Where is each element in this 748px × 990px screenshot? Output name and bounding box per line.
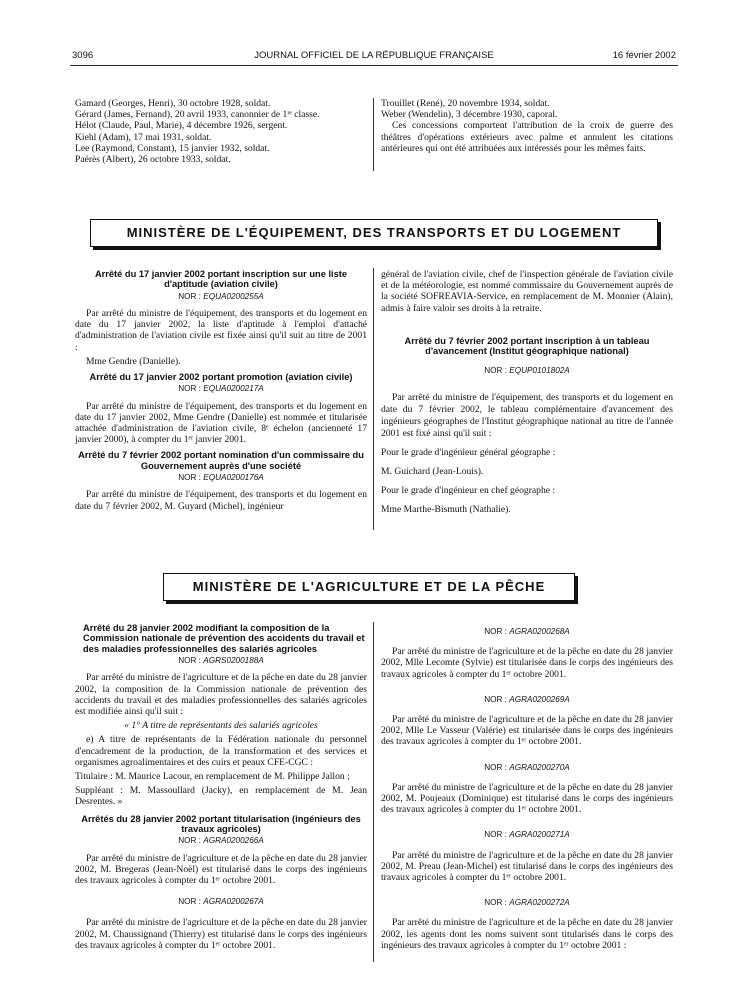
decree-title: Arrêté du 28 janvier 2002 modifiant la composition de la Commission nationale de prévention des accidents du travail et des maladies professionnelles des salariés agricoles [83, 623, 365, 654]
decree-title: Arrêté du 7 février 2002 portant nomination d'un commissaire du Gouvernement auprès d'une société [78, 450, 364, 471]
appointee-name: Mme Marthe-Bismuth (Nathalie). [381, 504, 511, 516]
paragraph: Ces concessions comportent l'attribution de la croix de guerre des théâtres d'opérations extérieurs avec palme et annulent les citations antérieures qui ont été attribuées aux intéressés pour les mêmes faits. [381, 120, 673, 154]
agriculture-right-column [381, 625, 673, 954]
nor-code: AGRA0200267A [203, 897, 264, 907]
grade-label: Pour le grade d'ingénieur en chef géographe : [381, 485, 556, 497]
nor-code: AGRA0200269A [509, 694, 570, 704]
paragraph: e) A titre de représentants de la Fédération nationale du personnel d'encadrement de la production, de la transformation et des services et organismes agroalimentaires et des cuirs et peaux CFE-CGC : [75, 734, 367, 768]
page-number: 3096 [72, 50, 94, 61]
nor-code: AGRA0200270A [509, 762, 570, 772]
paragraph: général de l'aviation civile, chef de l'inspection générale de l'aviation civile et de la météorologie, est nommé commissaire du Gouvernement auprès de la société SOFREAVIA-Service, en remplacement de M. Monnier (Alain), admis à faire valoir ses droits à la retraite. [381, 269, 673, 314]
list-item: Weber (Wendelin), 3 décembre 1930, caporal. [381, 109, 558, 121]
ministry-banner-equipement: MINISTÈRE DE L'ÉQUIPEMENT, DES TRANSPORTS ET DU LOGEMENT [90, 219, 658, 247]
paragraph: Par arrêté du ministre de l'agriculture et de la pêche en date du 28 janvier 2002, M. Preau (Jean-Michel) est titularisé dans le corps des ingénieurs des travaux agricoles à compter du 1ᵉʳ octobre 2001. [381, 849, 673, 884]
nor-reference [381, 762, 673, 773]
ministry-banner-agriculture: MINISTÈRE DE L'AGRICULTURE ET DE LA PÊCHE [163, 573, 575, 601]
nor-code: AGRA0200272A [509, 898, 570, 908]
nor-reference [75, 896, 367, 907]
nor-label: NOR : [484, 898, 507, 908]
agriculture-left-column [75, 623, 367, 954]
paragraph: Par arrêté du ministre de l'agriculture et de la pêche en date du 28 janvier 2002, la composition de la Commission nationale de prévention des accidents du travail et des maladies professionnelles des salariés agricoles est modifiée ainsi qu'il suit : [75, 672, 367, 718]
list-item: Gérard (James, Fernand), 20 avril 1933, canonnier de 1ʳᵉ classe. [75, 109, 320, 121]
nor-reference [381, 626, 673, 637]
decree-title: Arrêtés du 28 janvier 2002 portant titularisation (ingénieurs des travaux agricoles) [81, 813, 361, 835]
nor-code: EQUA0200176A [203, 473, 264, 483]
nor-reference [75, 472, 367, 483]
nor-label: NOR : [484, 762, 507, 772]
nor-code: EQUP0101802A [509, 365, 570, 375]
nor-label: NOR : [484, 627, 507, 636]
section-heading: « 1° A titre de représentants des salariés agricoles [124, 720, 318, 732]
issue-date: 16 février 2002 [612, 50, 676, 61]
nor-reference [75, 291, 367, 302]
paragraph: Par arrêté du ministre de l'agriculture et de la pêche en date du 28 janvier 2002, les agents dont les noms suivent sont titularisés dans le corps des ingénieurs des travaux agricoles à compter du 1ᵉʳ octobre 2001 : [381, 917, 673, 951]
list-item: Paérès (Albert), 26 octobre 1933, soldat. [75, 154, 231, 166]
nor-reference [75, 835, 367, 846]
paragraph: Par arrêté du ministre de l'équipement, des transports et du logement en date du 7 février 2002, le tableau complémentaire d'avancement des ingénieurs géographes de l'Institut géographique national au titre de l'année 2001 est fixé ainsi qu'il suit : [381, 391, 673, 440]
nor-label: NOR : [178, 656, 201, 666]
decree-title: Arrêté du 7 février 2002 portant inscription à un tableau d'avancement (Institut géographique national) [404, 335, 650, 357]
paragraph: Par arrêté du ministre de l'agriculture et de la pêche en date du 28 janvier 2002, M. Chaussignand (Thierry) est titularisé dans le corps des ingénieurs des travaux agricoles à compter du 1ᵉʳ octobre 2001. [75, 917, 367, 951]
appointee-name: M. Guichard (Jean-Louis). [381, 465, 484, 477]
paragraph: Mme Gendre (Danielle). [86, 355, 181, 367]
nor-label: NOR : [484, 365, 507, 375]
nor-label: NOR : [178, 836, 201, 846]
list-item: Kiehl (Adam), 17 mai 1931, soldat. [75, 131, 212, 143]
nor-reference [381, 694, 673, 705]
nor-code: AGRA0200268A [509, 627, 570, 636]
nor-reference [381, 829, 673, 840]
nor-code: AGRA0200271A [509, 830, 570, 840]
nor-label: NOR : [178, 291, 201, 301]
equipement-left-column [75, 269, 367, 515]
paragraph: Par arrêté du ministre de l'agriculture et de la pêche en date du 28 janvier 2002, Mlle Lecomte (Sylvie) est titularisée dans le corps des ingénieurs des travaux agricoles à compter du 1ᵉʳ octobre 2001. [381, 646, 673, 680]
paragraph: Par arrêté du ministre de l'agriculture et de la pêche en date du 28 janvier 2002, Mlle Le Vasseur (Valérie) est titularisée dans le corps des ingénieurs des travaux agricoles à compter du 1ᵉʳ octobre 2001. [381, 714, 673, 748]
nor-reference [75, 655, 367, 666]
nor-code: EQUA0200217A [203, 384, 264, 394]
paragraph: Par arrêté du ministre de l'équipement, des transports et du logement en date du 17 janvier 2002, la liste d'aptitude à l'emploi d'attaché d'administration de l'aviation civile est fixée ainsi qu'il suit au titre de 2001 : [75, 308, 367, 353]
list-item: Hélot (Claude, Paul, Marie), 4 décembre 1926, sergent. [75, 120, 288, 132]
nor-reference [381, 365, 673, 376]
nor-reference [75, 383, 367, 394]
nor-label: NOR : [484, 830, 507, 840]
paragraph: Par arrêté du ministre de l'agriculture et de la pêche en date du 28 janvier 2002, M. Bregeras (Jean-Noël) est titularisé dans le corps des ingénieurs des travaux agricoles à compter du 1ᵉʳ octobre 2001. [75, 852, 367, 887]
nor-label: NOR : [484, 694, 507, 704]
paragraph: Par arrêté du ministre de l'équipement, des transports et du logement en date du 17 janvier 2002, Mme Gendre (Danielle) est nommée et titularisée attachée d'administration de l'aviation civile, 8ᵉ échelon (ancienneté 17 janvier 2000), à compter du 1ᵉʳ janvier 2001. [75, 400, 367, 446]
equipement-right-column [381, 269, 673, 519]
list-item: Trouillet (René), 20 novembre 1934, soldat. [381, 98, 550, 109]
nor-label: NOR : [178, 473, 201, 483]
top-left-column [75, 98, 367, 165]
list-item: Lee (Raymond, Constant), 15 janvier 1932, soldat. [75, 142, 270, 154]
paragraph: Par arrêté du ministre de l'agriculture et de la pêche en date du 28 janvier 2002, M. Poujeaux (Dominique) est titularisé dans le corps des ingénieurs des travaux agricoles à compter du 1ᵉʳ octobre 2001. [381, 781, 673, 816]
header-rule [70, 65, 678, 66]
column-divider [373, 622, 374, 962]
nor-code: AGRS0200188A [203, 656, 264, 666]
grade-label: Pour le grade d'ingénieur général géographe : [381, 446, 556, 458]
column-divider [373, 268, 374, 530]
paragraph: Suppléant : M. Massoullard (Jacky), en remplacement de M. Jean Desrentes. » [75, 785, 367, 808]
nor-label: NOR : [178, 897, 201, 907]
journal-title: JOURNAL OFFICIEL DE LA RÉPUBLIQUE FRANÇAISE [254, 50, 494, 61]
nor-label: NOR : [178, 384, 201, 394]
paragraph: Titulaire : M. Maurice Lacour, en remplacement de M. Philippe Jallon ; [75, 771, 350, 783]
decree-title: Arrêté du 17 janvier 2002 portant promotion (aviation civile) [89, 372, 353, 383]
nor-code: EQUA0200255A [203, 291, 264, 301]
nor-code: AGRA0200266A [203, 836, 264, 846]
nor-reference [381, 897, 673, 908]
list-item: Gamard (Georges, Henri), 30 octobre 1928, soldat. [75, 98, 271, 109]
paragraph: Par arrêté du ministre de l'équipement, des transports et du logement en date du 7 février 2002, M. Guyard (Michel), ingénieur [75, 489, 367, 512]
column-divider [373, 98, 374, 171]
decree-title: Arrêté du 17 janvier 2002 portant inscription sur une liste d'aptitude (aviation civile) [94, 269, 348, 290]
top-right-column [381, 98, 673, 157]
